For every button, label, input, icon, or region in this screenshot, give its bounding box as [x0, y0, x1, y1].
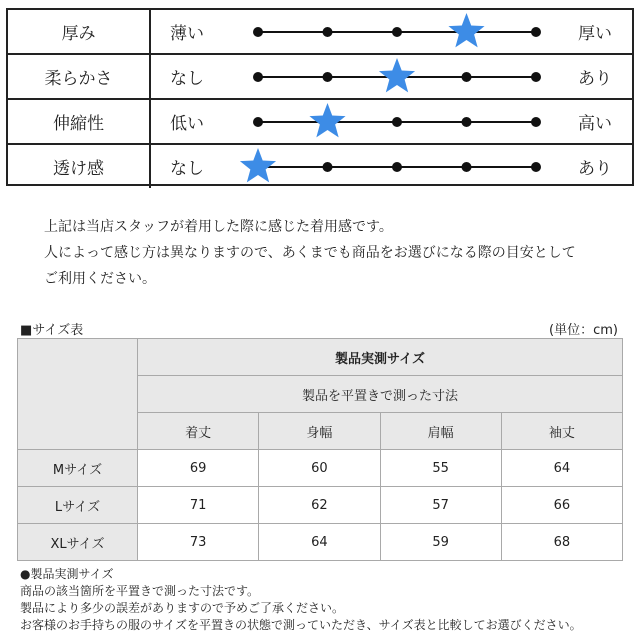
feel-min-label: 薄い — [170, 24, 204, 44]
scale-point — [392, 162, 402, 172]
feel-max-label: あり — [578, 69, 612, 89]
feel-max-label: 厚い — [578, 24, 612, 44]
scale-point — [392, 27, 402, 37]
scale-star-icon — [448, 13, 484, 47]
note-line: 上記は当店スタッフが着用した際に感じた着用感です。 — [44, 219, 393, 235]
feel-min-label: なし — [170, 69, 204, 89]
size-table-unit: (単位：cm) — [549, 323, 618, 338]
size-cell: 60 — [259, 450, 380, 487]
size-table — [17, 338, 623, 561]
footnote-line: ●製品実測サイズ — [20, 567, 114, 581]
feel-label: 透け感 — [8, 145, 151, 188]
size-column-header: 袖丈 — [501, 413, 622, 450]
feel-scale — [8, 145, 632, 188]
size-sub-header: 製品を平置きで測った寸法 — [138, 376, 623, 413]
scale-point — [531, 162, 541, 172]
size-table-title: ■サイズ表 — [20, 323, 84, 338]
feel-label: 柔らかさ — [8, 55, 151, 98]
size-cell: 59 — [380, 524, 501, 561]
feel-label: 伸縮性 — [8, 100, 151, 143]
footnote-line: 商品の該当箇所を平置きで測った寸法です。 — [20, 584, 260, 598]
table-row — [18, 524, 623, 561]
scale-point — [323, 27, 333, 37]
table-row — [18, 487, 623, 524]
feel-scale — [8, 55, 632, 98]
table-row — [18, 450, 623, 487]
size-cell: 68 — [501, 524, 622, 561]
size-cell: 57 — [380, 487, 501, 524]
scale-point — [323, 162, 333, 172]
scale-point — [462, 72, 472, 82]
size-column-header: 身幅 — [259, 413, 380, 450]
feel-min-label: なし — [170, 159, 204, 179]
scale-star-icon — [309, 103, 345, 137]
size-cell: 73 — [138, 524, 259, 561]
size-row-label: XLサイズ — [18, 524, 138, 561]
size-column-header: 着丈 — [138, 413, 259, 450]
footnotes — [20, 566, 582, 634]
note-line: ご利用ください。 — [44, 271, 156, 287]
scale-point — [531, 27, 541, 37]
scale-point — [323, 72, 333, 82]
feel-label: 厚み — [8, 10, 151, 53]
note-line: 人によって感じ方は異なりますので、あくまでも商品をお選びになる際の目安として — [44, 245, 576, 261]
size-cell: 55 — [380, 450, 501, 487]
disclaimer-note — [44, 214, 576, 292]
footnote-line: 製品により多少の誤差がありますので予めご了承ください。 — [20, 601, 345, 615]
footnote-line: お客様のお手持ちの服のサイズを平置きの状態で測っていただき、サイズ表と比較してお選びください。 — [20, 618, 582, 632]
feel-row-sheerness — [8, 145, 632, 188]
size-row-label: Mサイズ — [18, 450, 138, 487]
scale-star-icon — [379, 58, 415, 92]
size-group-header: 製品実測サイズ — [138, 339, 623, 376]
scale-star-icon — [240, 148, 276, 182]
feel-table — [6, 8, 634, 186]
size-cell: 64 — [501, 450, 622, 487]
size-row-label: Lサイズ — [18, 487, 138, 524]
feel-scale — [8, 10, 632, 53]
scale-point — [462, 117, 472, 127]
size-table-corner — [18, 339, 138, 450]
size-cell: 64 — [259, 524, 380, 561]
scale-point — [462, 162, 472, 172]
size-cell: 71 — [138, 487, 259, 524]
feel-row-stretch — [8, 100, 632, 143]
scale-point — [253, 72, 263, 82]
feel-min-label: 低い — [170, 114, 204, 134]
scale-point — [253, 117, 263, 127]
feel-max-label: あり — [578, 159, 612, 179]
size-cell: 69 — [138, 450, 259, 487]
size-cell: 66 — [501, 487, 622, 524]
feel-max-label: 高い — [578, 114, 612, 134]
size-cell: 62 — [259, 487, 380, 524]
scale-point — [253, 27, 263, 37]
scale-point — [531, 117, 541, 127]
size-column-header: 肩幅 — [380, 413, 501, 450]
scale-point — [392, 117, 402, 127]
feel-row-thickness — [8, 10, 632, 53]
scale-point — [531, 72, 541, 82]
feel-row-softness — [8, 55, 632, 98]
feel-scale — [8, 100, 632, 143]
